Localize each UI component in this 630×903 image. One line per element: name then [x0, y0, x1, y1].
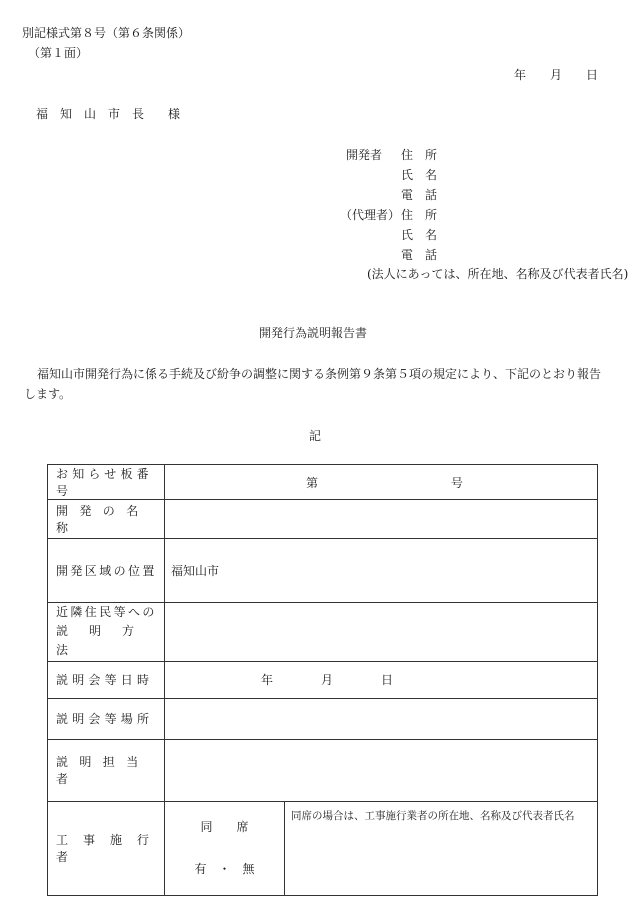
attendance-yes-no: 有 ・ 無 — [194, 862, 255, 877]
row-development-name — [48, 500, 598, 539]
label-meeting-datetime: 説明会等日時 — [48, 661, 165, 698]
label-explainer: 説明担当者 — [48, 739, 165, 801]
corporate-note: (法人にあっては、所在地、名称及び代表者氏名) — [367, 267, 629, 281]
label-contractor: 工事施行者 — [48, 801, 165, 895]
label-development-location: 開発区域の位置 — [48, 539, 165, 603]
attendance-label: 同 席 — [200, 820, 249, 835]
agent-address-label: 住 所 — [401, 208, 438, 222]
row-contractor — [48, 801, 598, 895]
developer-phone-label: 電 話 — [401, 188, 438, 202]
date-line: 年 月 日 — [514, 68, 599, 82]
label-meeting-place: 説明会等場所 — [48, 698, 165, 739]
contractor-note: 同席の場合は、工事施行業者の所在地、名称及び代表者氏名 — [291, 809, 575, 822]
row-meeting-place — [48, 698, 598, 739]
agent-name-label: 氏 名 — [401, 228, 438, 242]
field-contractor-details[interactable] — [285, 801, 598, 895]
label-notice-board-number: お知らせ板番号 — [48, 465, 165, 500]
field-meeting-place[interactable] — [165, 698, 598, 739]
go-char: 号 — [450, 475, 463, 490]
agent-label: （代理者） — [340, 208, 401, 222]
field-development-location[interactable] — [165, 539, 598, 603]
row-explanation-method — [48, 603, 598, 662]
label-explanation-method: 近隣住民等への 説明方法 — [48, 603, 165, 662]
report-table — [47, 464, 598, 896]
agent-phone-label: 電 話 — [401, 248, 438, 262]
body-text-line-1: 福知山市開発行為に係る手続及び紛争の調整に関する条例第９条第５項の規定により、下記のとおり報告 — [37, 367, 602, 381]
label-development-name: 開発の名称 — [48, 500, 165, 539]
row-meeting-datetime — [48, 661, 598, 698]
row-development-location — [48, 539, 598, 603]
location-prefix: 福知山市 — [171, 564, 220, 578]
field-explanation-method[interactable] — [165, 603, 598, 662]
field-contractor-attendance[interactable] — [165, 801, 285, 895]
dai-char: 第 — [306, 475, 319, 490]
field-development-name[interactable] — [165, 500, 598, 539]
field-explainer[interactable] — [165, 739, 598, 801]
field-meeting-datetime[interactable] — [165, 661, 598, 698]
developer-address-label: 住 所 — [401, 148, 438, 162]
ki-heading: 記 — [309, 429, 322, 443]
body-text-line-2: します。 — [24, 387, 72, 401]
developer-name-label: 氏 名 — [401, 168, 438, 182]
page-number: （第１面） — [28, 46, 89, 60]
meeting-date-placeholder: 年 月 日 — [261, 673, 394, 688]
developer-label: 開発者 — [346, 148, 383, 162]
field-notice-board-number[interactable] — [165, 465, 598, 500]
row-explainer — [48, 739, 598, 801]
document-title: 開発行為説明報告書 — [259, 326, 368, 340]
row-notice-board-number — [48, 465, 598, 500]
form-number: 別記様式第８号（第６条関係） — [22, 26, 191, 40]
addressee: 福 知 山 市 長 様 — [36, 107, 181, 121]
